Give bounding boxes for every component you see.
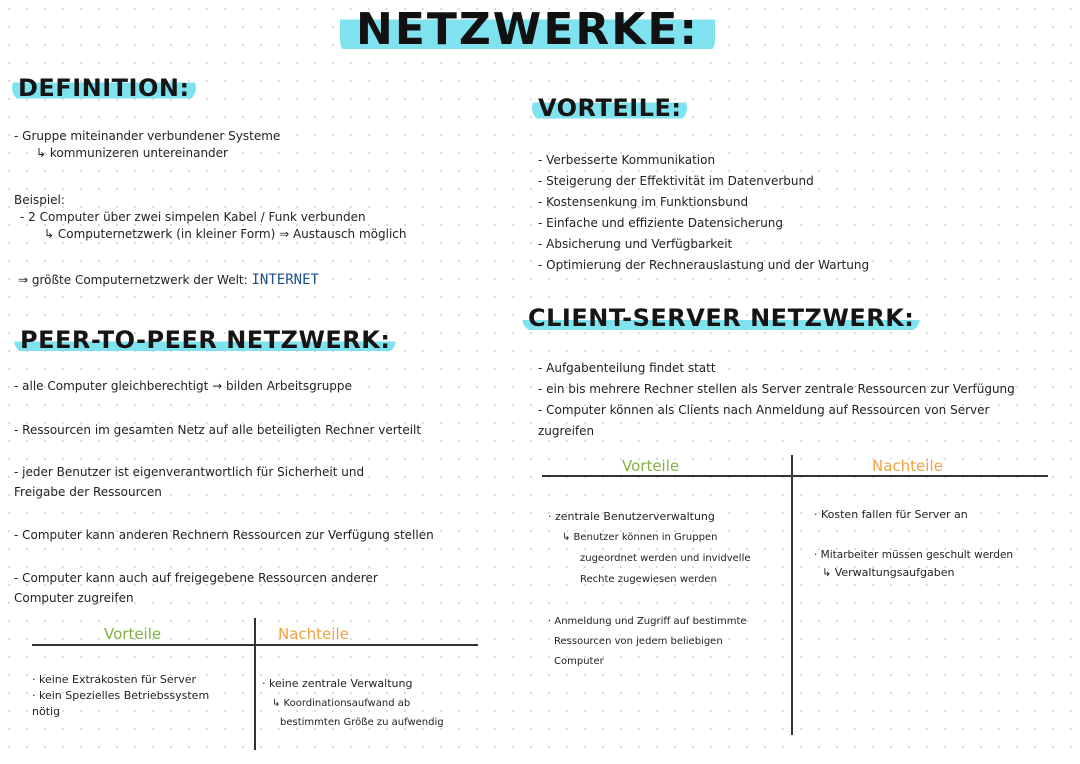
client-vorteil: Ressourcen von jedem beliebigen — [554, 636, 723, 647]
peer-item: Computer zugreifen — [14, 591, 134, 605]
peer-item: - alle Computer gleichberechtigt → bilden Arbeitsgruppe — [14, 379, 352, 393]
peer-nachteil: · keine zentrale Verwaltung — [262, 677, 413, 690]
peer-heading — [14, 326, 396, 354]
vorteile-heading-text: VORTEILE: — [532, 94, 687, 122]
peer-item: Freigabe der Ressourcen — [14, 485, 162, 499]
example-block — [14, 192, 406, 243]
peer-nachteil: bestimmten Größe zu aufwendig — [280, 717, 444, 728]
peer-item: - Computer kann anderen Rechnern Ressourcen zur Verfügung stellen — [14, 528, 434, 542]
peer-vorteile-list — [32, 672, 209, 720]
client-vorteil: ↳ Benutzer können in Gruppen — [562, 532, 718, 543]
definition-heading-text: DEFINITION: — [12, 74, 196, 102]
client-item: - Computer können als Clients nach Anmeldung auf Ressourcen von Server — [538, 403, 990, 417]
peer-item: - jeder Benutzer ist eigenverantwortlich für Sicherheit und — [14, 465, 365, 479]
vorteile-list — [538, 150, 869, 276]
vorteile-item: - Optimierung der Rechnerauslastung und der Wartung — [538, 258, 870, 272]
client-vorteil: zugeordnet werden und invidvelle — [580, 553, 751, 564]
client-table-column-divider — [791, 455, 793, 735]
peer-item: - Ressourcen im gesamten Netz auf alle beteiligten Rechner verteilt — [14, 423, 422, 437]
example-line: - 2 Computer über zwei simpelen Kabel / Funk verbunden — [20, 210, 366, 224]
client-vorteil: Rechte zugewiesen werden — [580, 574, 717, 585]
vorteile-item: - Steigerung der Effektivität im Datenverbund — [538, 174, 814, 188]
page-title-text: NETZWERKE: — [340, 4, 715, 55]
peer-vorteil: nötig — [32, 705, 61, 718]
internet-prefix: ⇒ größte Computernetzwerk der Welt: — [18, 273, 248, 287]
vorteile-item: - Verbesserte Kommunikation — [538, 153, 716, 167]
client-nachteil: · Mitarbeiter müssen geschult werden — [814, 549, 1014, 561]
client-list — [538, 358, 1015, 442]
client-item: - ein bis mehrere Rechner stellen als Server zentrale Ressourcen zur Verfügung — [538, 382, 1015, 396]
vorteile-item: - Kostensenkung im Funktionsbund — [538, 195, 749, 209]
client-heading — [522, 304, 920, 332]
client-nachteil: ↳ Verwaltungsaufgaben — [822, 566, 955, 579]
client-item: - Aufgabenteilung findet statt — [538, 361, 716, 375]
client-vorteile-list — [548, 506, 751, 590]
example-label: Beispiel: — [14, 193, 65, 207]
definition-heading — [12, 74, 196, 102]
client-nachteile-list — [814, 506, 1013, 582]
peer-vorteil: · kein Spezielles Betriebssystem — [32, 689, 210, 702]
peer-heading-text: PEER-TO-PEER NETZWERK: — [14, 326, 396, 354]
client-vorteil: Computer — [554, 656, 604, 667]
vorteile-heading — [532, 94, 687, 122]
page-title — [340, 4, 715, 55]
definition-block — [14, 128, 280, 162]
client-nachteile-label: Nachteile — [872, 457, 943, 475]
peer-item: - Computer kann auch auf freigegebene Ressourcen anderer — [14, 571, 378, 585]
peer-nachteil: ↳ Koordinationsaufwand ab — [272, 698, 411, 709]
internet-line — [18, 272, 319, 289]
peer-vorteile-label: Vorteile — [104, 625, 162, 643]
definition-line: ↳ kommunizeren untereinander — [36, 146, 228, 160]
client-vorteil: · Anmeldung und Zugriff auf bestimmte — [548, 616, 747, 627]
peer-table-column-divider — [254, 618, 256, 750]
client-item: zugreifen — [538, 424, 595, 438]
example-line: ↳ Computernetzwerk (in kleiner Form) ⇒ Austausch möglich — [44, 227, 407, 241]
client-nachteil: · Kosten fallen für Server an — [814, 508, 968, 521]
client-vorteil: · zentrale Benutzerverwaltung — [548, 510, 715, 523]
client-vorteile-label: Vorteile — [622, 457, 680, 475]
definition-line: - Gruppe miteinander verbundener Systeme — [14, 129, 281, 143]
vorteile-item: - Absicherung und Verfügbarkeit — [538, 237, 733, 251]
client-table-divider — [542, 475, 1048, 477]
vorteile-item: - Einfache und effiziente Datensicherung — [538, 216, 784, 230]
internet-word: INTERNET — [251, 272, 319, 288]
client-heading-text: CLIENT-SERVER NETZWERK: — [522, 304, 920, 332]
client-vorteile-list-2 — [548, 612, 747, 672]
peer-nachteile-list — [262, 674, 444, 732]
peer-nachteile-label: Nachteile — [278, 625, 349, 643]
peer-vorteil: · keine Extrakosten für Server — [32, 673, 196, 686]
